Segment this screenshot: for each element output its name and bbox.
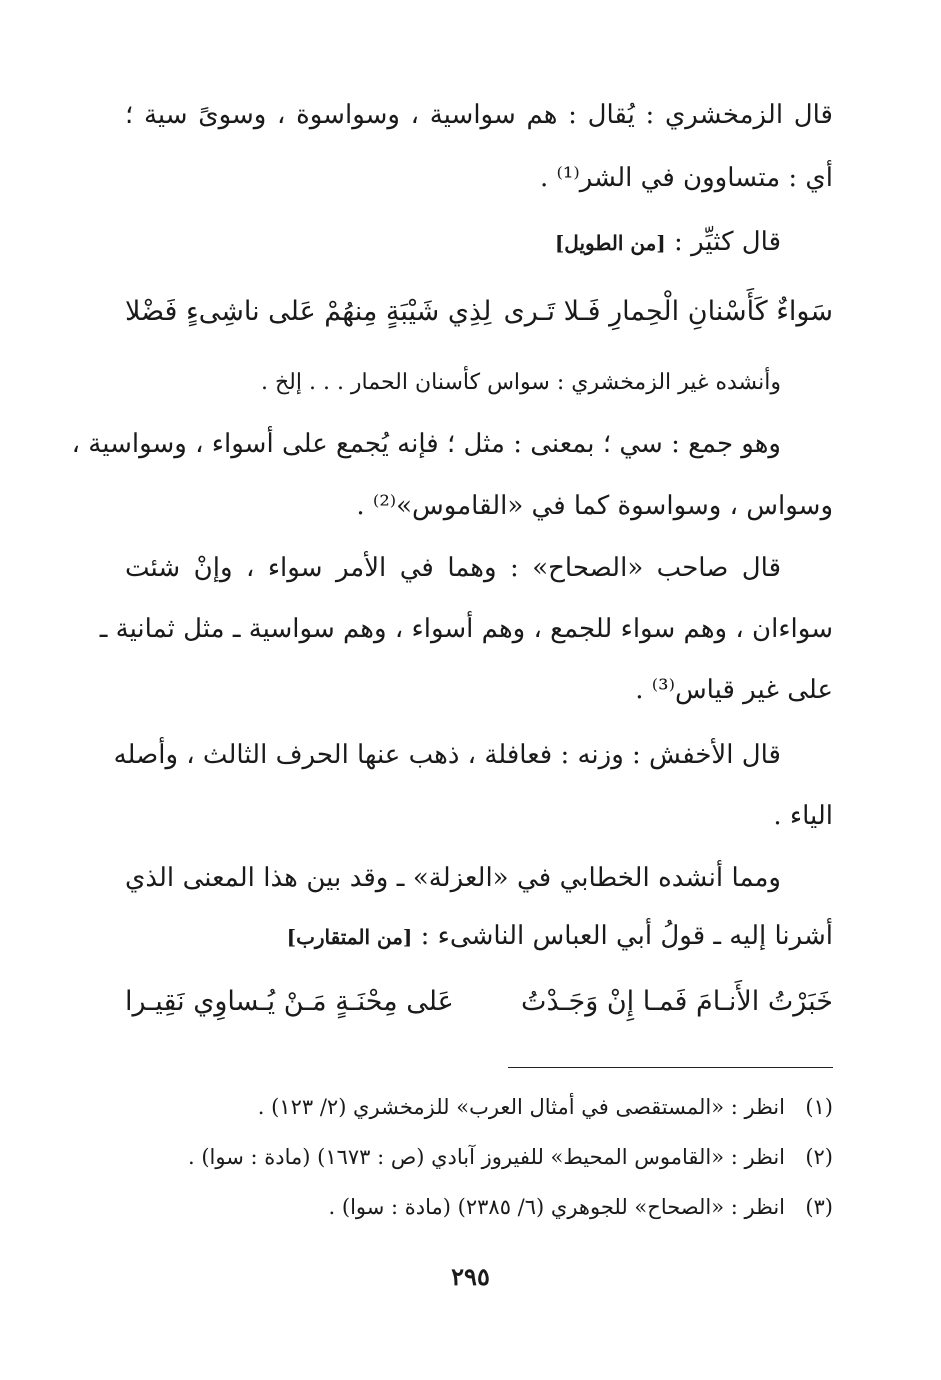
footnote-2 — [188, 1140, 833, 1174]
verse-1-second-hemistich: لِذِي شَيْبَةٍ مِنهُمْ عَلى ناشِىءٍ فَضْلا — [125, 296, 492, 327]
text-line-5: وهو جمع : سي ؛ بمعنى : مثل ؛ فإنه يُجمع على أسواء ، وسواسية ، — [71, 429, 781, 459]
page-number: ٢٩٥ — [451, 1262, 490, 1291]
poet-intro-nashi — [125, 916, 833, 957]
text-line-12: ومما أنشده الخطابي في «العزلة» ـ وقد بين هذا المعنى الذي — [125, 863, 781, 893]
footnote-number: (٣) — [805, 1195, 833, 1219]
footnote-text: انظر : «المستقصى في أمثال العرب» للزمخشري (٢/ ١٢٣) . — [257, 1095, 785, 1119]
meter-tag-mutaqarib: [من المتقارب] — [286, 925, 413, 949]
footnote-divider — [508, 1067, 833, 1068]
text-line-6: وسواس ، وسواسوة كما في «القاموس»⁽²⁾ . — [356, 491, 833, 521]
footnote-1 — [258, 1090, 833, 1124]
verse-1-first-hemistich: سَواءٌ كَأَسْنانِ الْحِمارِ فَـلا تَـرى — [503, 296, 833, 327]
text-line-11: الياء . — [773, 801, 833, 831]
meter-tag-tawil: [من الطويل] — [554, 231, 666, 255]
footnote-number: (٢) — [805, 1145, 833, 1169]
poet-intro-text: قال كثيِّر : — [674, 227, 781, 257]
verse-2-first-hemistich: خَبَرْتُ الأَنـامَ فَمـا إِنْ وَجَـدْتُ — [521, 986, 833, 1017]
poet-intro-kuthayyir — [125, 222, 781, 263]
text-line-9: على غير قياس⁽³⁾ . — [635, 675, 833, 705]
text-line-13: أشرنا إليه ـ قولُ أبي العباس الناشىء : — [420, 921, 833, 951]
text-line-1: قال الزمخشري : يُقال : هم سواسية ، وسواسوة ، وسوىً سية ؛ — [125, 100, 833, 130]
text-line-2: أي : متساوون في الشر⁽¹⁾ . — [539, 163, 833, 193]
text-line-anshadahu: وأنشده غير الزمخشري : سواس كأسنان الحمار . . . إلخ . — [260, 370, 781, 395]
text-line-7: قال صاحب «الصحاح» : وهما في الأمر سواء ، وإنْ شئت — [125, 553, 781, 583]
footnote-text: انظر : «الصحاح» للجوهري (٦/ ٢٣٨٥) (مادة : سوا) . — [328, 1195, 785, 1219]
verse-2-second-hemistich: عَلى مِحْنَـةٍ مَـنْ يُـساوِي نَقِيـرا — [125, 986, 454, 1017]
text-line-10: قال الأخفش : وزنه : فعافلة ، ذهب عنها الحرف الثالث ، وأصله — [113, 740, 781, 770]
footnote-text: انظر : «القاموس المحيط» للفيروز آبادي (ص : ١٦٧٣) (مادة : سوا) . — [188, 1145, 785, 1169]
footnote-3 — [329, 1190, 833, 1224]
text-line-8: سواءان ، وهم سواء للجمع ، وهم أسواء ، وهم سواسية ـ مثل ثمانية ـ — [99, 614, 833, 644]
footnote-number: (١) — [805, 1095, 833, 1119]
